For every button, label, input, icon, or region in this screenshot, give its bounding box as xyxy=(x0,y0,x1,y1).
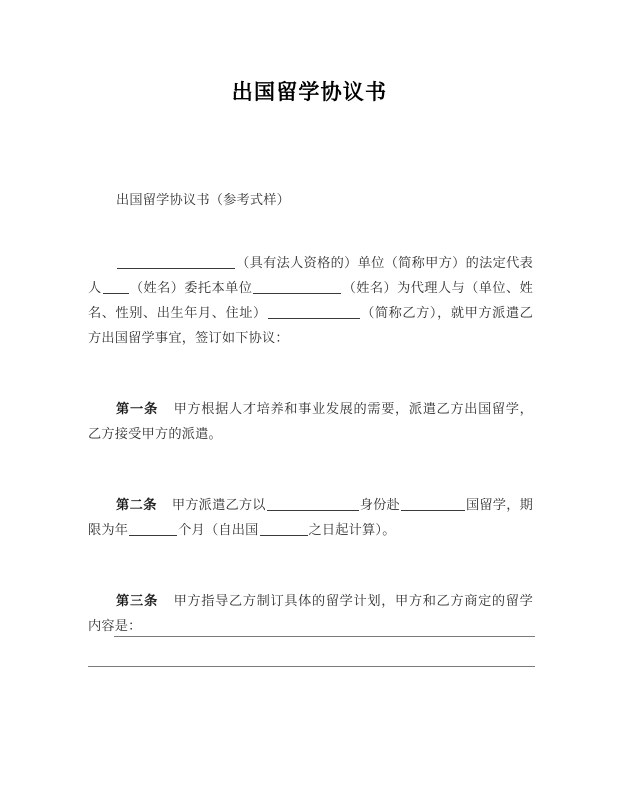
clause-two-text-segment-4: 年 xyxy=(114,523,129,538)
clause-two-text-segment-2: 身份赴 xyxy=(359,498,400,513)
clause-two-text-segment-5: 个月（自出国 xyxy=(178,523,259,538)
intro-text-segment-2: （姓名）委托本单位 xyxy=(129,281,253,296)
clause-three-label: 第三条 xyxy=(116,594,159,609)
blank-destination-country[interactable] xyxy=(401,497,465,511)
clause-three-text: 甲方指导乙方制订具体的留学计划，甲方和乙方商定的留学内容是： xyxy=(88,594,533,634)
page-title: 出国留学协议书 xyxy=(231,80,388,105)
clause-two-text-segment-6: 之日起计算）。 xyxy=(308,523,396,538)
answer-lines-group xyxy=(88,636,535,667)
clause-one xyxy=(88,397,533,447)
document-subtitle: 出国留学协议书（参考式样） xyxy=(116,193,291,208)
blank-party-b-info[interactable] xyxy=(268,305,360,319)
clause-two-text-segment-1: 甲方派遣乙方以 xyxy=(171,498,266,513)
intro-text-segment-3: （姓名）为代理人与（单位、姓名、性别、出生年月、住址） xyxy=(88,281,533,321)
intro-text-segment-4: （简称乙方），就甲方派遣乙方出国留学事宜，签订如下协议： xyxy=(88,306,533,346)
blank-departure-date[interactable] xyxy=(260,522,308,536)
intro-paragraph xyxy=(88,251,533,351)
blank-legal-representative[interactable] xyxy=(103,280,129,294)
clause-one-label: 第一条 xyxy=(116,402,159,417)
clause-two-label: 第二条 xyxy=(116,498,157,513)
blank-party-a-unit[interactable] xyxy=(117,255,235,269)
blank-agent-name[interactable] xyxy=(253,280,341,294)
clause-two xyxy=(88,493,533,543)
intro-text-segment-1: （具有法人资格的）单位（简称甲方）的法定代表人 xyxy=(88,256,533,296)
clause-three xyxy=(88,589,533,639)
clause-two-text-segment-3: 国留学，期限为 xyxy=(88,498,533,538)
blank-answer-line-1[interactable] xyxy=(114,636,535,637)
blank-study-identity[interactable] xyxy=(267,497,359,511)
blank-duration-months[interactable] xyxy=(129,522,177,536)
clause-one-text: 甲方根据人才培养和事业发展的需要，派遣乙方出国留学，乙方接受甲方的派遣。 xyxy=(88,402,533,442)
document-body xyxy=(88,150,533,639)
blank-answer-line-2[interactable] xyxy=(88,666,535,667)
